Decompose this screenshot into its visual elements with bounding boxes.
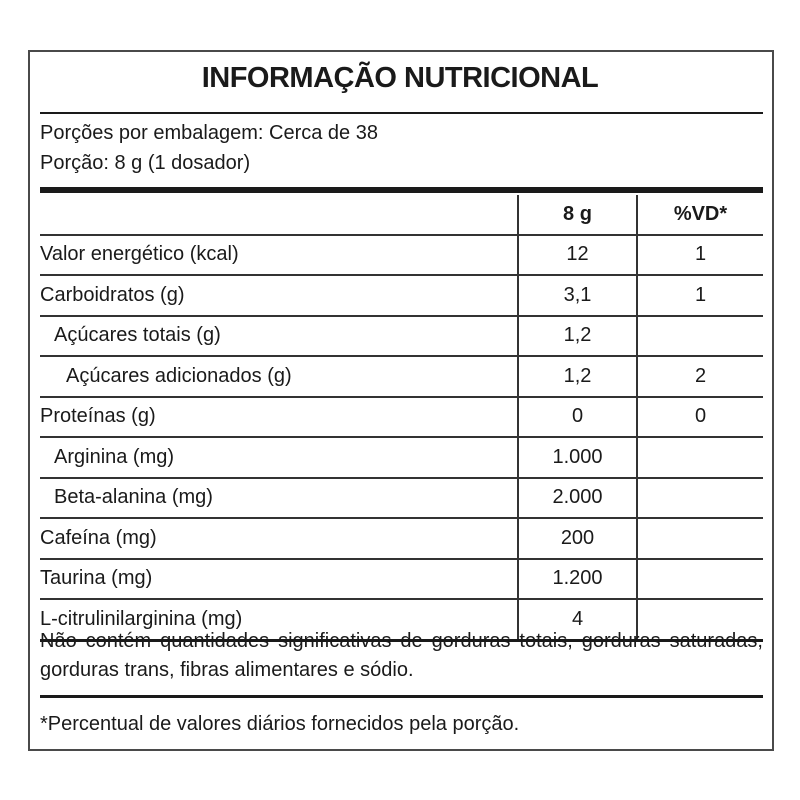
nutrient-dv: 1 <box>637 235 763 276</box>
nutrient-name: Carboidratos (g) <box>40 275 518 316</box>
table-row <box>40 356 763 397</box>
nutrient-amount: 12 <box>518 235 637 276</box>
nutrient-name: Cafeína (mg) <box>40 518 518 559</box>
nutrient-dv: 1 <box>637 275 763 316</box>
nutrient-dv <box>637 478 763 519</box>
table-row <box>40 518 763 559</box>
nutrient-name: L-citrulinilarginina (mg) <box>40 599 518 640</box>
nutrient-amount: 1,2 <box>518 356 637 397</box>
footnote: *Percentual de valores diários fornecidos pela porção. <box>40 713 520 735</box>
nutrient-amount: 1.000 <box>518 437 637 478</box>
table-header <box>40 195 763 235</box>
nutrient-name: Arginina (mg) <box>40 437 518 478</box>
nutrient-dv <box>637 518 763 559</box>
nutrient-name: Açúcares totais (g) <box>40 316 518 357</box>
nutrition-table <box>40 195 763 642</box>
table-row <box>40 397 763 438</box>
servings-per-package: Porções por embalagem: Cerca de 38 <box>40 122 378 144</box>
label-title: INFORMAÇÃO NUTRICIONAL <box>201 62 599 94</box>
divider <box>40 695 763 698</box>
table-row <box>40 478 763 519</box>
table-row <box>40 275 763 316</box>
nutrient-dv <box>637 559 763 600</box>
thick-divider <box>40 187 763 193</box>
nutrition-note: Não contém quantidades significativas de gorduras totais, gorduras saturadas, gorduras trans, fibras alimentares e sódio. <box>40 630 763 681</box>
nutrient-amount: 1,2 <box>518 316 637 357</box>
divider <box>40 112 763 114</box>
header-dv: %VD* <box>637 195 763 235</box>
header-nutrient <box>40 195 518 235</box>
header-amount: 8 g <box>518 195 637 235</box>
nutrient-amount: 3,1 <box>518 275 637 316</box>
nutrient-dv <box>637 316 763 357</box>
nutrient-name: Taurina (mg) <box>40 559 518 600</box>
nutrient-name: Proteínas (g) <box>40 397 518 438</box>
nutrient-name: Beta-alanina (mg) <box>40 478 518 519</box>
nutrient-name: Valor energético (kcal) <box>40 235 518 276</box>
table-row <box>40 235 763 276</box>
nutrient-name: Açúcares adicionados (g) <box>40 356 518 397</box>
table-row <box>40 437 763 478</box>
nutrient-amount: 0 <box>518 397 637 438</box>
nutrient-dv: 2 <box>637 356 763 397</box>
nutrient-amount: 1.200 <box>518 559 637 600</box>
nutrient-dv <box>637 437 763 478</box>
serving-size: Porção: 8 g (1 dosador) <box>40 152 251 174</box>
nutrient-amount: 4 <box>518 599 637 640</box>
nutrient-dv: 0 <box>637 397 763 438</box>
nutrient-amount: 2.000 <box>518 478 637 519</box>
table-row <box>40 316 763 357</box>
table-row <box>40 559 763 600</box>
nutrient-amount: 200 <box>518 518 637 559</box>
